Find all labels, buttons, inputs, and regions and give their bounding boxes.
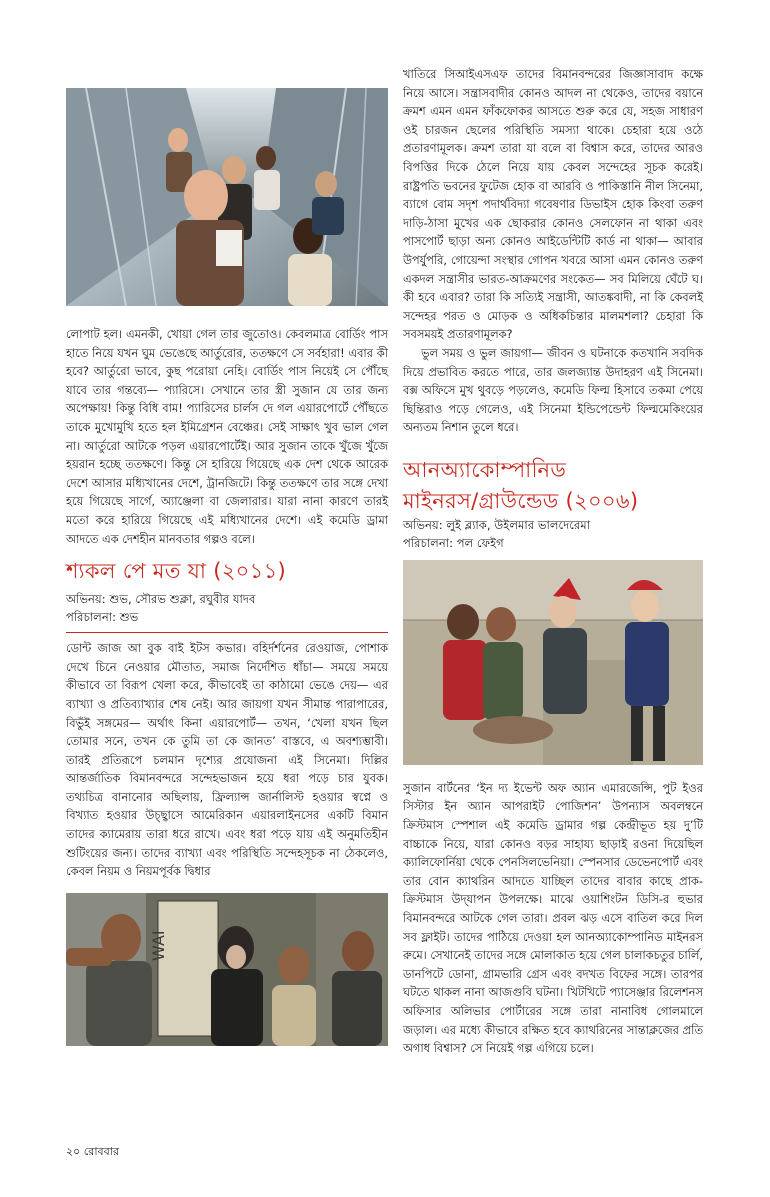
left-body-para-1: লোপাট হল। এমনকী, খোয়া গেল তার জুতোও। কেবলমাত্র বোর্ডিং পাস হাতে নিয়ে যখন ঘুম ভেঙেছে আর্তুরোর, ততক্ষণে সে সর্বহারা! এবার কী হবে? আর্তুরো ভাবে, কুছ পরোয়া নেহি। বোর্ডিং পাস নিয়েই সে পৌঁছে যাবে তার গন্তব্যে— প্যারিসে। সেখানে তার স্ত্রী সুজান যে তার জন্য অপেক্ষায়! কিন্তু বিধি বাম! প্যারিসের চার্লস দে গল এয়ারপোর্টে পৌঁছতে তাকে মুখোমুখি হতে হল ইমিগ্রেশন বেঞ্চের। সেই সাক্ষাৎ খুব ভাল গেল না। আর্তুরো আটকে পড়ল এয়ারপোর্টেই। আর সুজান তাকে খুঁজে খুঁজে হয়রান হচ্ছে ততক্ষণে। কিন্তু সে হারিয়ে গিয়েছে এক দেশ থেকে আরেক দেশে আসার মধ্যিখানের দেশে, ট্রানজিটে। কিন্তু ততক্ষণে তার সঙ্গে দেখা হয়ে গিয়েছে সার্গে, অ্যাঞ্জেলা বা জেলারার। যারা নানা কারণে তারই মতো করে হারিয়ে গিয়েছে এই মধ্যিখানের দেশে। এই কমেডি ড্রামা আদতে এক দেশহীন মানবতার গল্পও বলে। — [66, 327, 388, 546]
escalator-scene — [66, 88, 388, 306]
section-heading-unaccompanied — [403, 457, 703, 515]
movie-title: শ্যকল পে মত যা (২০১১) — [66, 559, 286, 584]
right-body-para-2: ভুল সময় ও ভুল জায়গা— জীবন ও ঘটনাকে কতখানি সবদিক দিয়ে প্রভাবিত করতে পারে, তার জলজ্যান্ত উদাহরণ এই সিনেমা। বক্স অফিসে মুখ থুবড়ে পড়লেও, কমেডি ফিল্ম হিসাবে তকমা পেয়ে ছিন্তিরাও পড়ে গেলেও, এই সিনেমা ইন্ডিপেন্ডেন্ট ফিল্মমেকিংয়ের অন্যতম নিশান তুলে ধরে। — [403, 345, 703, 435]
director-line: পরিচালনা: শুভ — [66, 610, 139, 625]
movie-title-line-2: মাইনরস/গ্রাউন্ডেড (২০০৬) — [403, 488, 639, 513]
right-body-para-3: সুজান বার্টনের ‘ইন দ্য ইভেন্ট অফ অ্যান এমারজেন্সি, পুট ইওর সিস্টার ইন অ্যান আপরাইট পোজিশন’ উপন্যাস অবলম্বনে ক্রিস্টমাস স্পেশাল এই কমেডি ড্রামার গল্প কেন্দ্রীভূত হয় দু’টি বাচ্চাকে নিয়ে, যারা কোনও বড়র সাহায্য ছাড়াই রওনা দিয়েছিল ক্যালিফোর্নিয়া থেকে পেনসিলভেনিয়া। স্পেনসার ডেভেনপোর্ট এবং তার বোন ক্যাথরিন আদতে যাচ্ছিল তাদের বাবার কাছে প্রাক-ক্রিস্টমাস উদ্‌যাপন উপলক্ষে। মাঝে ওয়াশিংটন ডিসি-র হুভার বিমানবন্দরে আটকে গেল তারা। প্রবল ঝড় এসে বাতিল করে দিল সব ফ্লাইট। তাদের পাঠিয়ে দেওয়া হল আনঅ্যাকোম্পানিড মাইনরস রুমে। সেখানেই তাদের সঙ্গে মোলাকাত হয়ে গেল চালাকচতুর চার্লি, ডানপিটে ডোনা, গ্রামভারি গ্রেস এবং বদখত বিফের সঙ্গে। তারপর ঘটতে থাকল নানা আজগুবি ঘটনা। খিটখিটে প্যাসেঞ্জার রিলেশনস অফিসার অলিভার পোর্টারের সঙ্গে তারা নানাবিধ গোলমালে জড়াল। এর মধ্যে কীভাবে রক্ষিত হবে ক্যাথরিনের সান্তাক্লজের প্রতি অগাধ বিশ্বাস? সে নিয়েই গল্প এগিয়ে চলে। — [403, 780, 703, 1056]
section-heading-shaakal — [66, 558, 388, 585]
movie-title-line-1: আনঅ্যাকোম্পানিড — [403, 457, 567, 482]
right-credits — [403, 516, 703, 552]
film-still-scene — [66, 893, 388, 1046]
left-credits — [66, 590, 388, 626]
photo-airport-escalator — [66, 88, 388, 306]
wait-sign-text: WAI — [149, 930, 168, 961]
cast-line: অভিনয়: শুভ, সৌরভ শুক্লা, রঘুবীর যাদব — [66, 592, 256, 607]
right-column — [403, 65, 703, 1058]
page-footer: ২০ রোববার — [66, 1145, 119, 1158]
photo-shaakal-scene — [66, 893, 388, 1046]
airport-terminal-scene — [403, 560, 703, 765]
left-body-para-2: ডোন্ট জাজ আ বুক বাই ইটস কভার। বহির্দর্শনের রেওয়াজ, পোশাক দেখে চিনে নেওয়ার মৌতাত, সমাজ নির্দেশিত ধাঁচা— সময়ে সময়ে কীভাবে তা বিরূপ খেলা করে, কীভাবেই তা কাঠামো ভেঙে দেয়— এর ব্যাখ্যা ও প্রতিব্যাখ্যার শেষ নেই। আর জায়গা যখন সীমান্ত পারাপারের, বিভুঁই সঙ্গমের— অর্থাৎ কিনা এয়ারপোর্ট— তখন, ‘খেলা যখন ছিল তোমার সনে, তখন কে তুমি তা কে জানত’ বাস্তবে, এ অবশ্যম্ভাবী। তারই প্রতিরূপে চলমান দৃশ্যের প্রযোজনা এই সিনেমা। দিল্লির আন্তর্জাতিক বিমানবন্দরে সন্দেহভাজন হয়ে ধরা পড়ে চার যুবক। তথ্যচিত্র বানানোর অছিলায়, ফ্রিল্যান্স জার্নালিস্ট হওয়ার স্বপ্নে ও বিখ্যাত হওয়ার উচ্ছ্বাসে আমেরিকান এয়ারলাইনসের একটি বিমান তাদের ক্যামেরায় তারা ধরে রাখে। এবং ধরা পড়ে যায় এই অনুমতিহীন শুটিংয়ের জন্য। তাদের ব্যাখ্যা এবং পরিস্থিতি সন্দেহসূচক না ঠেকলেও, কেবল নিয়ম ও নিয়মপূর্বক দ্বিধার — [66, 641, 388, 879]
cast-line: অভিনয়: লুই ব্ল্যাক, উইলমার ভালদেরেমা — [403, 517, 591, 532]
photo-unaccompanied-minors — [403, 560, 703, 765]
divider — [66, 632, 388, 633]
right-body-para-1: খাতিরে সিআইএসএফ তাদের বিমানবন্দরের জিজ্ঞাসাবাদ কক্ষে নিয়ে আসে। সন্ত্রাসবাদীর কোনও আদল না থেকেও, তাদের বয়ানে ক্রমশ এমন এমন ফাঁকফোকর আসতে শুরু করে যে, সহজ সাধারণ ওই চারজন ছেলের পরিস্থিতি সমস্যা থাকে। চেহারা হয়ে ওঠে প্রতারণামূলক। ক্রমশ তারা যা বলে বা বিশ্বাস করে, তাদের আরও বিপত্তির দিকে ঠেলে নিয়ে যায় কেবল সন্দেহের সূচক করেই। রাষ্ট্রপতি ভবনের ফুটেজ হোক বা আরবি ও পাকিস্তানি নীল সিনেমা, ব্যাগে বোম সদৃশ পদার্থবিদ্যা গবেষণার ডিভাইস হোক কিংবা তরুণ দাড়ি-ঠাসা মুখের এক ছোকরার কোনও সেলফোন না থাকা এবং পাসপোর্ট ছাড়া অন্য কোনও আইডেন্টিটি কার্ড না থাকা— আবার উপর্যুপরি, গোয়েন্দা সংস্থার গোপন খবরে আসা এমন কোনও তরুণ একদল সন্ত্রাসীর ভারত-আক্রমণের সংকেত— সব মিলিয়ে ঘেঁটে ঘ। কী হবে এবার? তারা কি সত্যিই সন্ত্রাসী, আতঙ্কবাদী, না কি কেবলই সন্দেহর পরত ও মোড়ক ও অধিকচিন্তার মালমশলা? চেহারা কি সবসময়ই প্রতারণামূলক? — [403, 67, 703, 342]
left-column — [66, 88, 388, 1046]
director-line: পরিচালনা: পল ফেইগ — [403, 535, 504, 550]
